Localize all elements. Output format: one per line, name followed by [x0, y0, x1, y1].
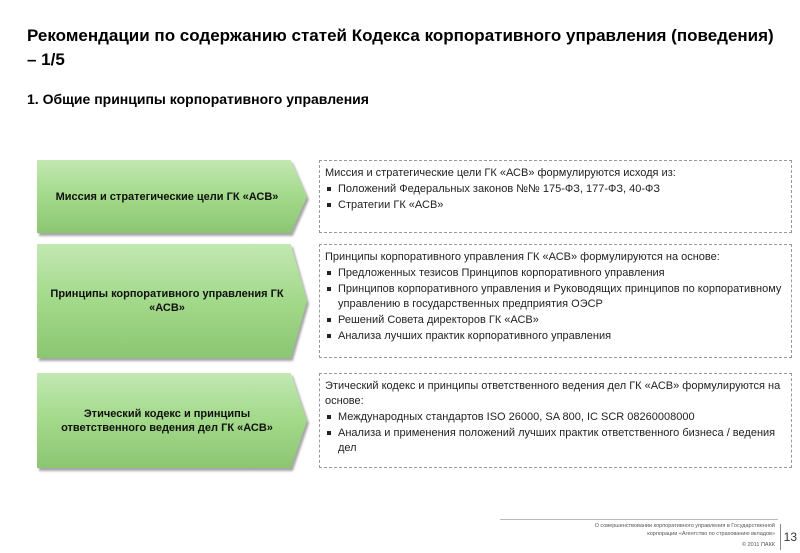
- bullet-item: Решений Совета директоров ГК «АСВ»: [325, 313, 783, 328]
- bullet-item: Положений Федеральных законов №№ 175-ФЗ, 177-ФЗ, 40-ФЗ: [325, 182, 783, 197]
- footer-note-line: корпорации «Агентство по страхованию вкладов»: [647, 531, 775, 537]
- bullet-item: Принципов корпоративного управления и Руководящих принципов по корпоративному управлению в государственных предприятия ОЭСР: [325, 282, 783, 312]
- page-number: 13: [783, 530, 797, 544]
- arrow-block-mission: [37, 160, 307, 233]
- arrow-label: Этический кодекс и принципы ответственного ведения дел ГК «АСВ»: [61, 407, 273, 434]
- bullet-list: [325, 410, 783, 456]
- bullet-item: Анализа лучших практик корпоративного управления: [325, 329, 783, 344]
- arrow-label: Миссия и стратегические цели ГК «АСВ»: [55, 190, 279, 203]
- arrow-block-ethics: [37, 373, 307, 468]
- detail-box-mission: [319, 160, 792, 233]
- section-subtitle: 1. Общие принципы корпоративного управления: [27, 91, 369, 107]
- detail-intro: Миссия и стратегические цели ГК «АСВ» формулируются исходя из:: [325, 167, 676, 179]
- detail-intro: Этический кодекс и принципы ответственного ведения дел ГК «АСВ» формулируются на основе:: [325, 380, 781, 407]
- row-mission: [37, 160, 792, 233]
- bullet-list: [325, 266, 783, 344]
- page-title: Рекомендации по содержанию статей Кодекса корпоративного управления (поведения) – 1/5: [27, 26, 774, 69]
- row-ethics: [37, 373, 792, 468]
- footer-note: [500, 522, 775, 538]
- bullet-item: Международных стандартов ISO 26000, SA 800, IC SCR 08260008000: [325, 410, 783, 425]
- footer-divider: [500, 519, 778, 520]
- arrow-block-principles: [37, 244, 307, 358]
- bullet-item: Предложенных тезисов Принципов корпоративного управления: [325, 266, 783, 281]
- detail-box-principles: [319, 244, 792, 358]
- arrow-label: Принципы корпоративного управления ГК «АСВ»: [50, 288, 284, 314]
- bullet-item: Стратегии ГК «АСВ»: [325, 198, 783, 213]
- detail-intro: Принципы корпоративного управления ГК «АСВ» формулируются на основе:: [325, 251, 720, 263]
- detail-box-ethics: [319, 373, 792, 468]
- footer-copyright: © 2011 ПАКК: [742, 542, 775, 548]
- row-principles: [37, 244, 792, 358]
- bullet-list: [325, 182, 783, 213]
- footer-note-line: О совершенствовании корпоративного управления в Государственной: [594, 523, 775, 529]
- bullet-item: Анализа и применения положений лучших практик ответственного бизнеса / ведения дел: [325, 426, 783, 456]
